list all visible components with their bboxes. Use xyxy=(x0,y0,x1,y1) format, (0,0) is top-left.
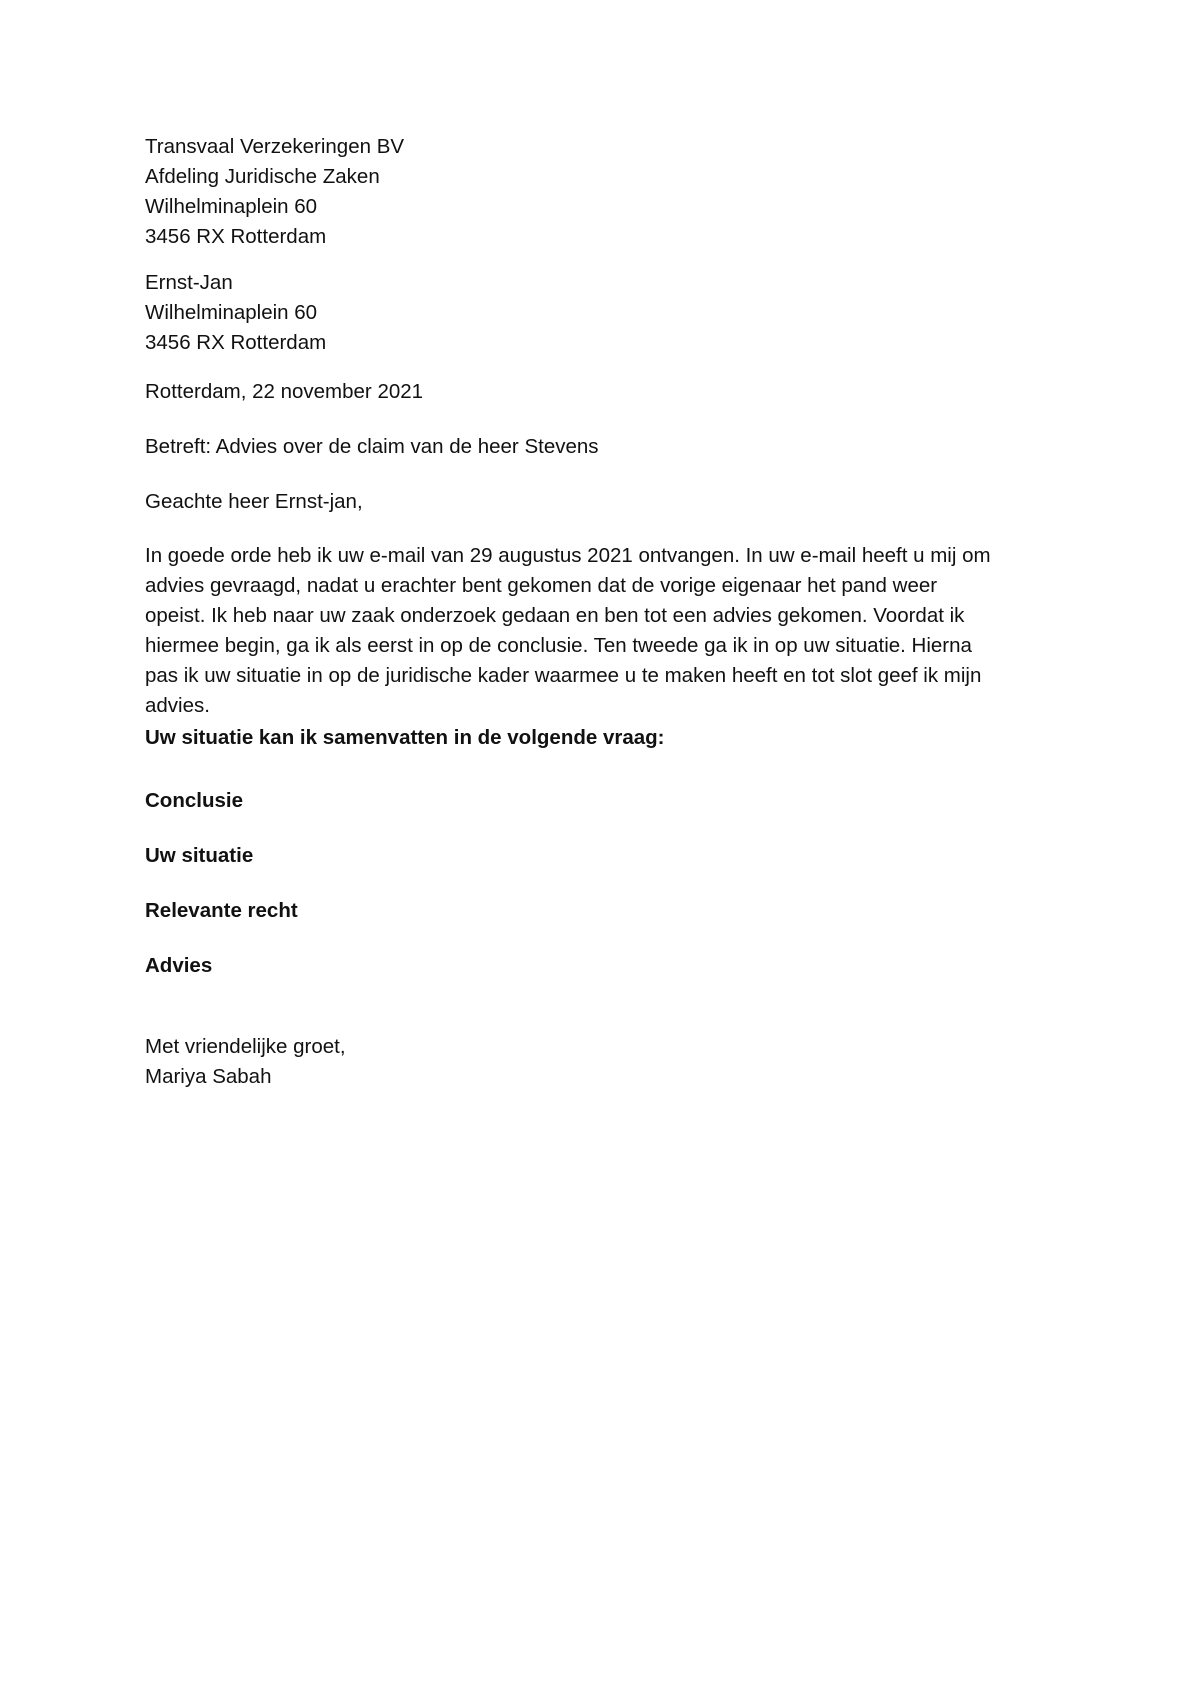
section-heading-law xyxy=(145,896,1075,926)
recipient-city: 3456 RX Rotterdam xyxy=(145,331,327,354)
subject-line xyxy=(145,432,1075,462)
place-date-text: Rotterdam, 22 november 2021 xyxy=(145,380,424,403)
sender-address xyxy=(145,132,1075,252)
recipient-address xyxy=(145,268,1075,358)
sender-street: Wilhelminaplein 60 xyxy=(145,195,318,218)
intro-line: hiermee begin, ga ik als eerst in op de conclusie. Ten tweede ga ik in op uw situatie. Hierna xyxy=(145,634,972,657)
intro-line: pas ik uw situatie in op de juridische kader waarmee u te maken heeft en tot slot geef ik mijn xyxy=(145,664,982,687)
intro-line: opeist. Ik heb naar uw zaak onderzoek gedaan en ben tot een advies gekomen. Voordat ik xyxy=(145,604,965,627)
salutation-text: Geachte heer Ernst-jan, xyxy=(145,490,363,513)
sender-company: Transvaal Verzekeringen BV xyxy=(145,135,405,158)
question-heading xyxy=(145,723,1075,753)
section-law-text: Relevante recht xyxy=(145,899,298,922)
subject-text: Betreft: Advies over de claim van de heer Stevens xyxy=(145,435,599,458)
intro-paragraph xyxy=(145,541,1075,721)
section-conclusion-text: Conclusie xyxy=(145,789,243,812)
closing-greeting: Met vriendelijke groet, xyxy=(145,1035,346,1058)
closing xyxy=(145,1032,1075,1092)
section-heading-advice xyxy=(145,951,1075,981)
intro-line: advies gevraagd, nadat u erachter bent gekomen dat de vorige eigenaar het pand weer xyxy=(145,574,938,597)
intro-line: In goede orde heb ik uw e-mail van 29 augustus 2021 ontvangen. In uw e-mail heeft u mij om xyxy=(145,544,991,567)
sender-department: Afdeling Juridische Zaken xyxy=(145,165,380,188)
recipient-street: Wilhelminaplein 60 xyxy=(145,301,318,324)
salutation xyxy=(145,487,1075,517)
section-situation-text: Uw situatie xyxy=(145,844,254,867)
sender-city: 3456 RX Rotterdam xyxy=(145,225,327,248)
place-date xyxy=(145,377,1075,407)
signature-name: Mariya Sabah xyxy=(145,1065,272,1088)
section-heading-situation xyxy=(145,841,1075,871)
section-advice-text: Advies xyxy=(145,954,213,977)
recipient-name: Ernst-Jan xyxy=(145,271,233,294)
question-heading-text: Uw situatie kan ik samenvatten in de volgende vraag: xyxy=(145,726,665,749)
intro-line: advies. xyxy=(145,694,210,717)
section-heading-conclusion xyxy=(145,786,1075,816)
